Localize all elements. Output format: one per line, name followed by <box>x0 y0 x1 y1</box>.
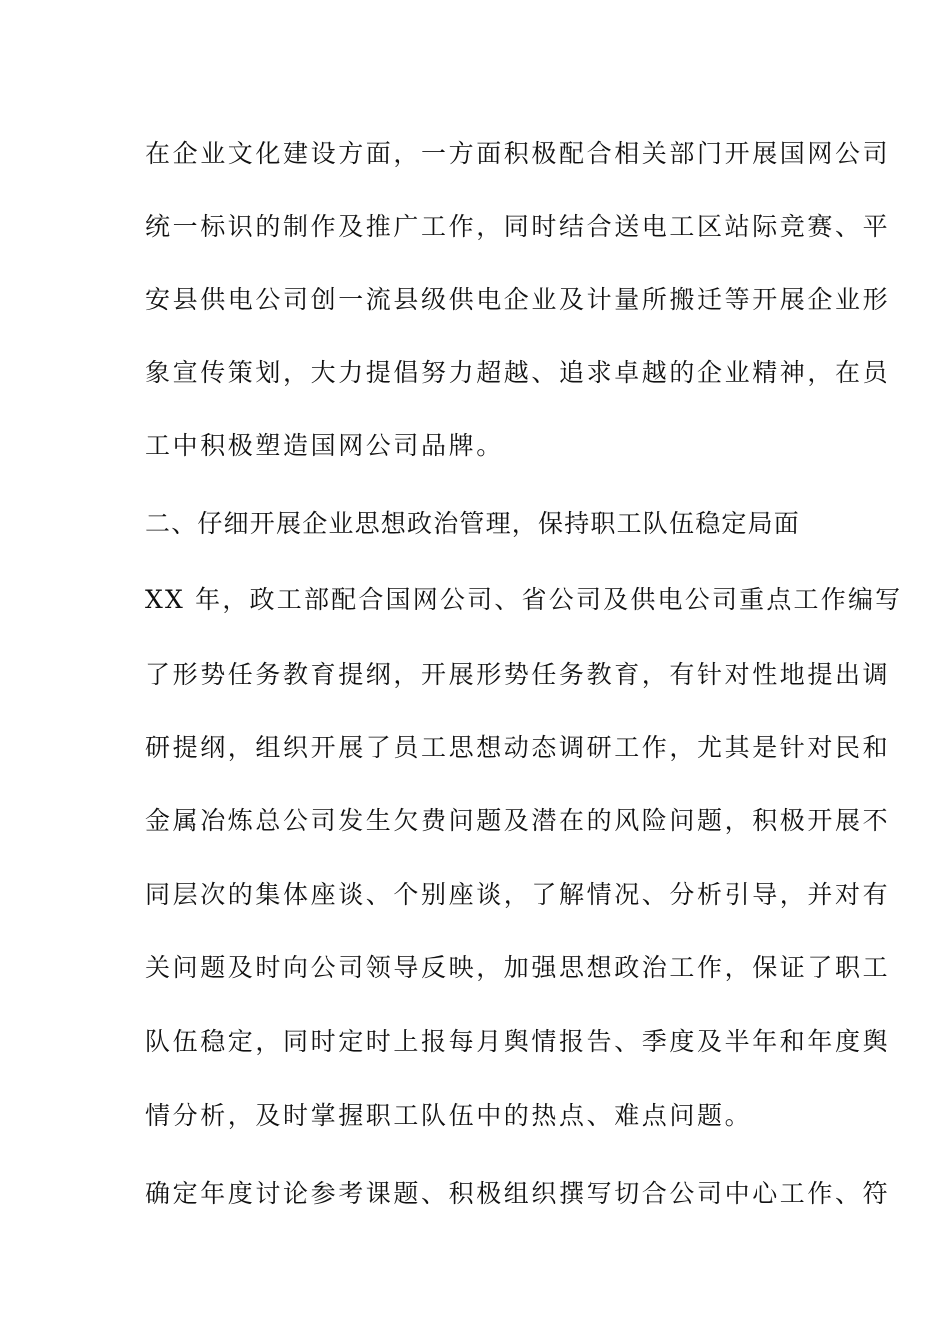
paragraph-line: 统一标识的制作及推广工作，同时结合送电工区站际竞赛、平 <box>145 212 891 241</box>
paragraph-line: 关问题及时向公司领导反映，加强思想政治工作，保证了职工 <box>145 953 891 982</box>
section-heading: 二、仔细开展企业思想政治管理，保持职工队伍稳定局面 <box>145 509 801 538</box>
paragraph-line: 研提纲，组织开展了员工思想动态调研工作，尤其是针对民和 <box>145 733 891 762</box>
paragraph-line: XX 年，政工部配合国网公司、省公司及供电公司重点工作编写 <box>145 585 903 614</box>
paragraph-line: 确定年度讨论参考课题、积极组织撰写切合公司中心工作、符 <box>145 1179 891 1208</box>
paragraph-line: 象宣传策划，大力提倡努力超越、追求卓越的企业精神，在员 <box>145 358 891 387</box>
paragraph-line: 情分析，及时掌握职工队伍中的热点、难点问题。 <box>145 1101 753 1130</box>
paragraph-line: 队伍稳定，同时定时上报每月舆情报告、季度及半年和年度舆 <box>145 1027 891 1056</box>
paragraph-line: 同层次的集体座谈、个别座谈，了解情况、分析引导，并对有 <box>145 880 891 909</box>
paragraph-line: 工中积极塑造国网公司品牌。 <box>145 431 504 460</box>
paragraph-line: 在企业文化建设方面，一方面积极配合相关部门开展国网公司 <box>145 139 891 168</box>
paragraph-line: 安县供电公司创一流县级供电企业及计量所搬迁等开展企业形 <box>145 285 891 314</box>
paragraph-line: 了形势任务教育提纲，开展形势任务教育，有针对性地提出调 <box>145 660 891 689</box>
paragraph-line: 金属冶炼总公司发生欠费问题及潜在的风险问题，积极开展不 <box>145 806 891 835</box>
